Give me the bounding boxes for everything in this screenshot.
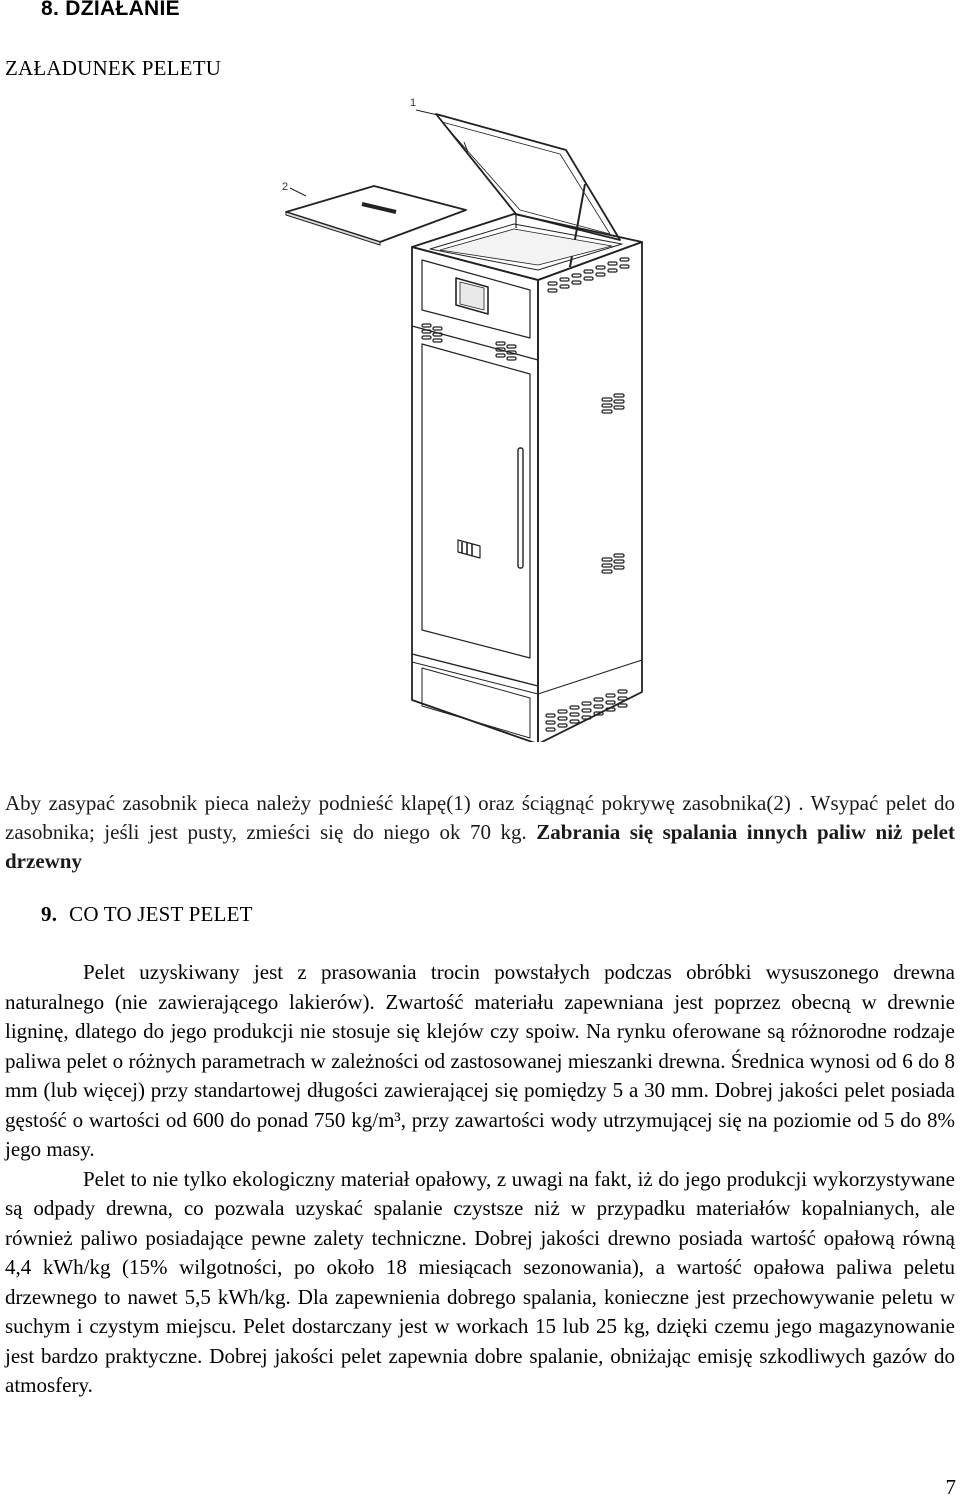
section-8-heading: 8. DZIAŁANIE <box>41 0 180 20</box>
stove-drawing-svg <box>270 92 670 742</box>
loading-text: Aby zasypać zasobnik pieca należy podnieść klapę(1) oraz ściągnąć pokrywę zasobnika(2) . Wsypać pelet do zasobnika; jeśli jest pusty, zmieści się do niego ok 70 kg. <box>5 791 955 844</box>
section-9-number: 9. <box>41 902 58 926</box>
pellet-description-paragraph: Pelet uzyskiwany jest z prasowania trocin powstałych podczas obróbki wysuszonego drewna naturalnego (nie zawierającego lakierów). Zwartość materiału zapewniana jest poprzez obecną w drewnie ligninę, dlatego do jego produkcji nie stosuje się klejów czy spoiw. Na rynku oferowane są różnorodne rodzaje paliwa pelet o różnych parametrach w zależności od zastosowanej mieszanki drewna. Średnica wynosi od 6 do 8 mm (lub więcej) przy standartowej długości zawierającej się pomiędzy 5 a 30 mm. Dobrej jakości pelet posiada gęstość o wartości od 600 do ponad 750 kg/m³, przy zawartości wody utrzymującej się na poziomie od 5 do 8% jego masy. <box>5 960 955 1161</box>
pellet-advantages-paragraph: Pelet to nie tylko ekologiczny materiał opałowy, z uwagi na fakt, iż do jego produkcji wykorzystywane są odpady drewna, co pozwala uzyskać spalanie czystsze niż w przypadku materiałów kopalnianych, ale również paliwo posiadające pewne zalety techniczne. Dobrej jakości drewno posiada wartość opałową równą 4,4 kWh/kg (15% wilgotności, po około 18 miesiącach sezonowania), a wartość opałowa paliwa peletu drzewnego to nawet 5,5 kWh/kg. Dla zapewnienia dobrego spalania, konieczne jest przechowywanie peletu w suchym i czystym miejscu. Pelet dostarczany jest w workach 15 lub 25 kg, dzięki czemu jego magazynowanie jest bardzo praktyczne. Dobrej jakości pelet zapewnia dobre spalanie, obniżając emisję szkodliwych gazów do atmosfery. <box>5 1166 955 1397</box>
fuel-warning: Zabrania się spalania innych paliw niż pelet drzewny <box>5 820 955 873</box>
page-number: 7 <box>945 1475 956 1499</box>
stove-hopper-drawing <box>270 92 670 742</box>
callout-1-label: 1 <box>410 97 417 109</box>
subsection-heading: ZAŁADUNEK PELETU <box>5 56 222 80</box>
section-9-title: CO TO JEST PELET <box>69 902 253 926</box>
section-9-body <box>5 958 955 1401</box>
callout-2-label: 2 <box>282 181 289 193</box>
section-9-heading <box>41 902 253 927</box>
loading-instructions <box>5 789 955 876</box>
